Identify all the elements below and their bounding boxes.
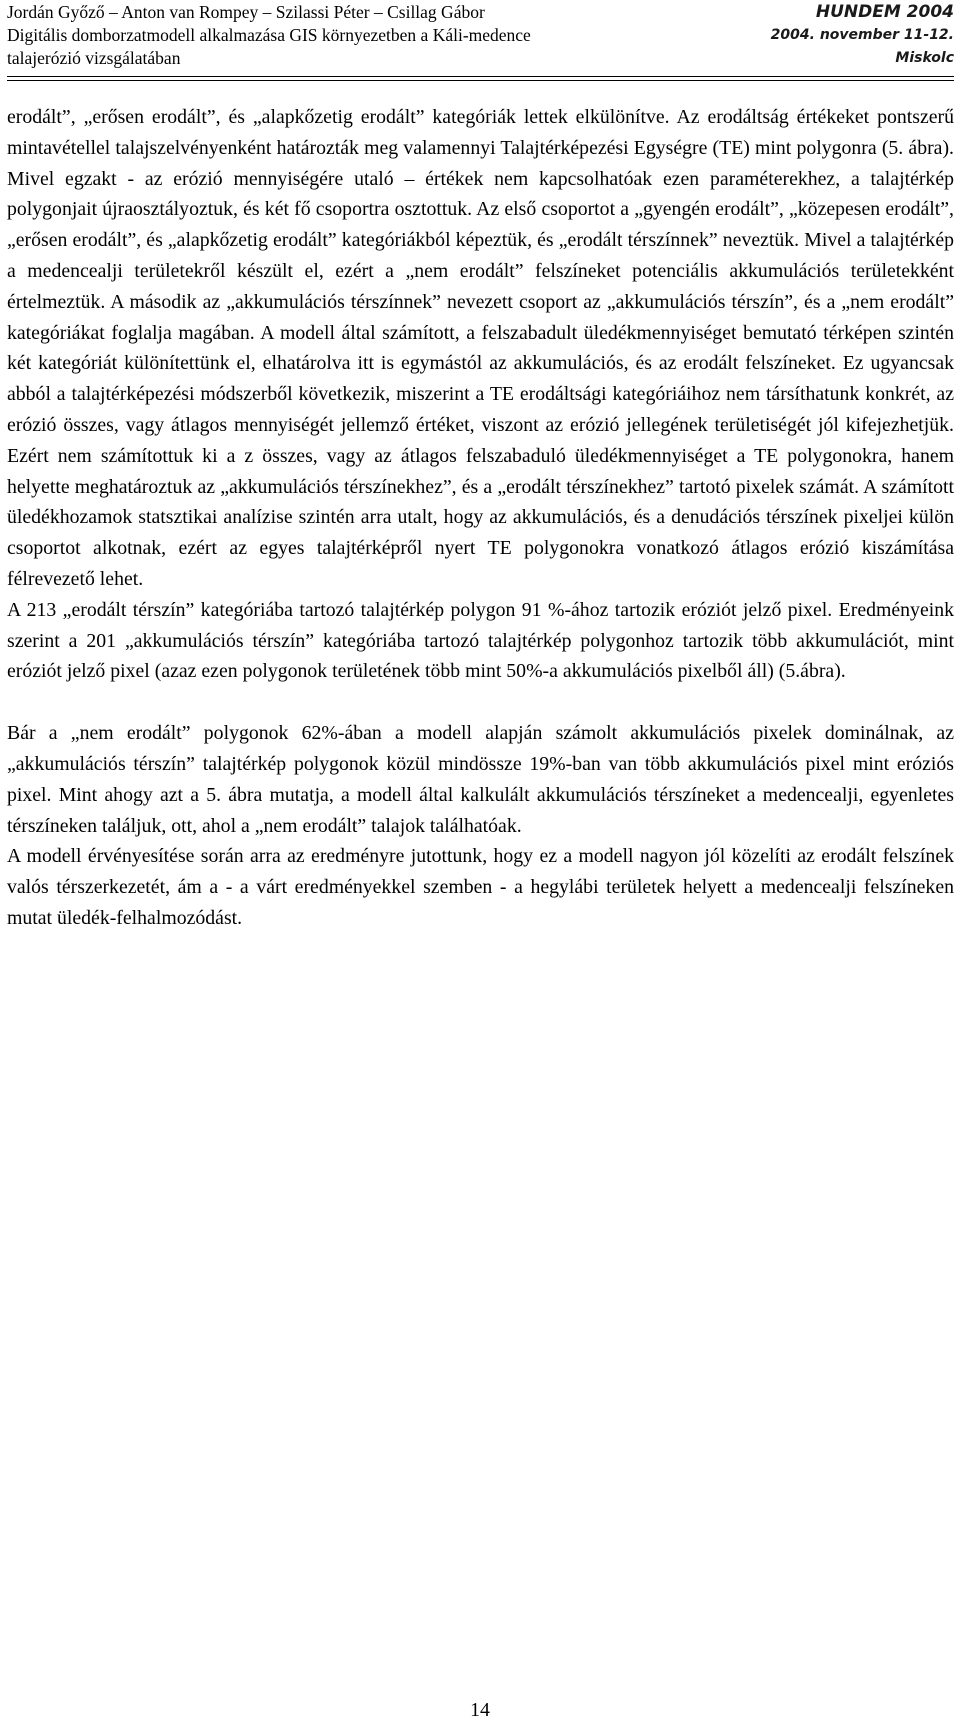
paragraph-1: erodált”, „erősen erodált”, és „alapkőzetig erodált” kategóriák lettek elkülönítve. Az erodáltság értékeket pontszerű mintavétellel talajszelvényenként határozták meg valamennyi Talajtérképezési Egységre (TE) mint polygonra (5. ábra). Mivel egzakt - az erózió mennyiségére utaló – értékek nem kapcsolhatóak ezen paraméterekhez, a talajtérkép polygonjait újraosztályoztuk, és két fő csoportra osztottuk. Az első csoportot a „gyengén erodált”, „közepesen erodált”, „erősen erodált”, és „alapkőzetig erodált” kategóriákból képeztük, és „erodált térszínnek” neveztük. Mivel a talajtérkép a medencealji területekről készült el, ezért a „nem erodált” felszíneket potenciális akkumulációs területekként értelmeztük. A második az „akkumulációs térszínnek” nevezett csoport az „akkumulációs térszín”, és a „nem erodált” kategóriákat foglalja magában. A modell által számított, a felszabadult üledékmennyiséget bemutató térképen szintén két kategóriát különítettünk el, elhatárolva itt is egymástól az akkumulációs, és az erodált felszíneket. Ez ugyancsak abból a talajtérképezési módszerből következik, miszerint a TE erodáltsági kategóriáihoz nem társíthatunk konkrét, az erózió összes, vagy átlagos mennyiségét jellemző értéket, viszont az erózió jellegének területiségét jól kifejezhetjük. Ezért nem számítottuk ki a z összes, vagy az átlagos felszabaduló üledékmennyiséget a TE polygonokra, hanem helyette meghatároztuk az „akkumulációs térszínekhez”, és a „erodált térszínekhez” tartotó pixelek számát. A számított üledékhozamok statsztikai analízise szintén arra utalt, hogy az akkumulációs, és a denudációs térszínek pixeljei külön csoportot alkotnak, ezért az egyes talajtérképről nyert TE polygonokra vonatkozó átlagos erózió kiszámítása félrevezető lehet. [7,106,954,590]
page-number: 14 [470,1699,490,1721]
header-rule-top [7,76,954,77]
header-date: 2004. november 11-12. [770,27,954,43]
header-rule-bottom [7,80,954,81]
page-header [0,0,960,84]
header-authors: Jordán Győző – Anton van Rompey – Szilassi Péter – Csillag Gábor [7,2,485,22]
header-title-line2: talajerózió vizsgálatában [7,48,181,68]
header-city: Miskolc [895,50,954,66]
header-conference-info [771,1,954,70]
header-conference: HUNDEM 2004 [815,2,954,22]
body-text [7,102,954,934]
header-title-line1: Digitális domborzatmodell alkalmazása GIS környezetben a Káli-medence [7,25,531,45]
paragraph-2: A 213 „erodált térszín” kategóriába tartozó talajtérkép polygon 91 %-ához tartozik eróziót jelző pixel. Eredményeink szerint a 201 „akkumulációs térszín” kategóriába tartozó talajtérkép polygonhoz tartozik több akkumulációt, mint eróziót jelző pixel (azaz ezen polygonok területének több mint 50%-a akkumulációs pixelből áll) (5.ábra). [7,598,954,683]
paragraph-3: Bár a „nem erodált” polygonok 62%-ában a modell alapján számolt akkumulációs pixelek dominálnak, az „akkumulációs térszín” talajtérkép polygonok közül mindössze 19%-ban van több akkumulációs pixel mint eróziós pixel. Mint ahogy azt a 5. ábra mutatja, a modell által kalkulált akkumulációs térszíneket a medencealji, egyenletes térszíneken találjuk, ott, ahol a „nem erodált” talajok találhatóak. [7,722,954,837]
header-citation [7,1,531,70]
paragraph-4: A modell érvényesítése során arra az eredményre jutottunk, hogy ez a modell nagyon jól közelíti az erodált felszínek valós térszerkezetét, ám a - a várt eredményekkel szemben - a hegylábi területek helyett a medencealji felszíneken mutat üledék-felhalmozódást. [7,845,954,929]
